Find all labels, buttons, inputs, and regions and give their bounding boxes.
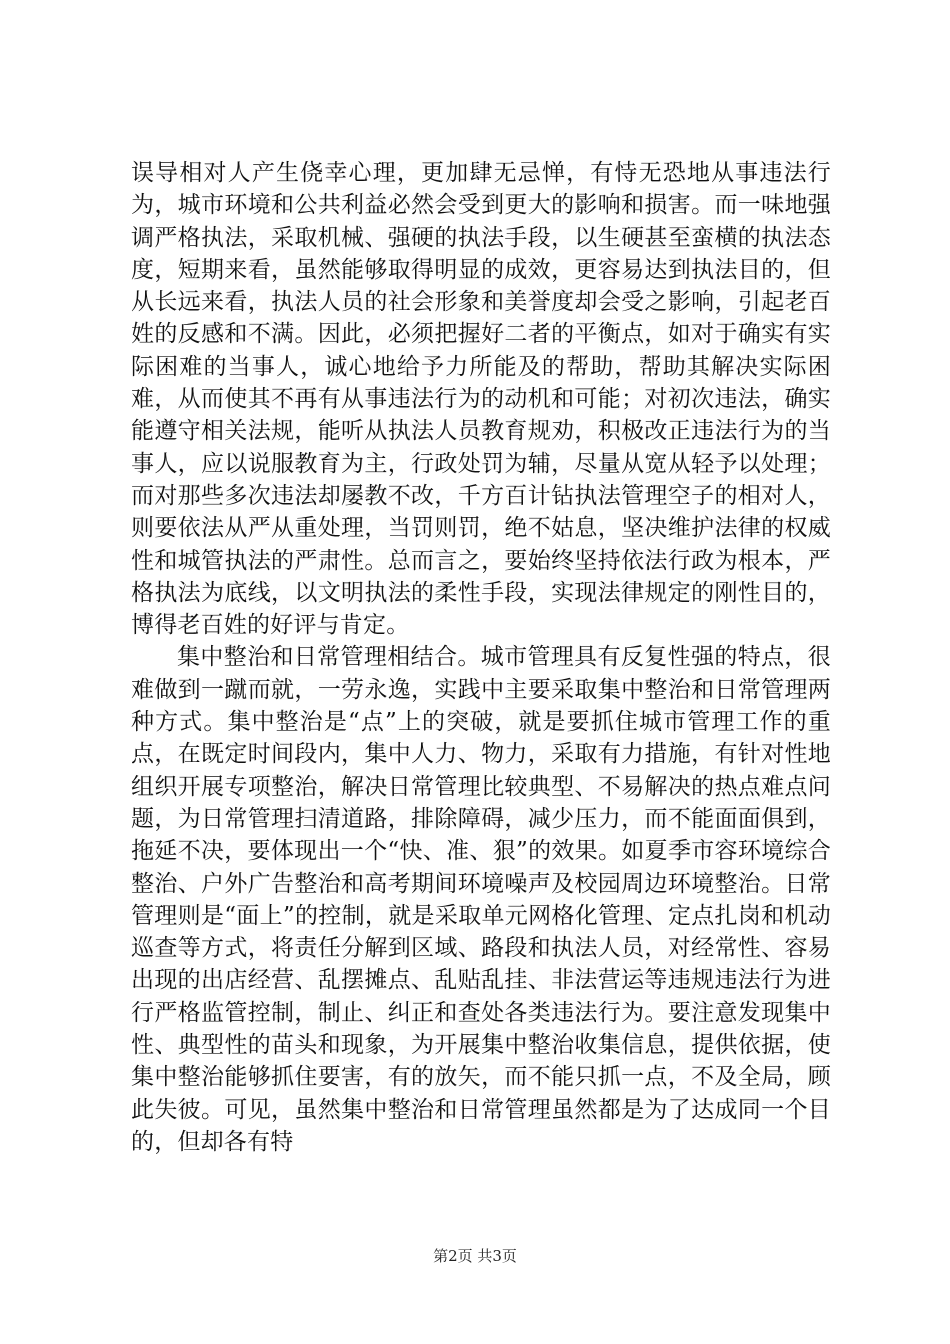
page-number-footer: 第2页 共3页 bbox=[433, 1247, 517, 1265]
paragraph-section: 集中整治和日常管理相结合。城市管理具有反复性强的特点，很难做到一蹴而就，一劳永逸，实践中主要采取集中整治和日常管理两种方式。集中整治是“点”上的突破，就是要抓住城市管理工作的重点，在既定时间段内，集中人力、物力，采取有力措施，有针对性地组织开展专项整治，解决日常管理比较典型、不易解决的热点难点问题，为日常管理扫清道路，排除障碍，减少压力，而不能面面俱到，拖延不决，要体现出一个“快、准、狠”的效果。如夏季市容环境综合整治、户外广告整治和高考期间环境噪声及校园周边环境整治。日常管理则是“面上”的控制，就是采取单元网格化管理、定点扎岗和机动巡查等方式，将责任分解到区域、路段和执法人员，对经常性、容易出现的出店经营、乱摆摊点、乱贴乱挂、非法营运等违规违法行为进行严格监管控制，制止、纠正和查处各类违法行为。要注意发现集中性、典型性的苗头和现象，为开展集中整治收集信息，提供依据，使集中整治能够抓住要害，有的放矢，而不能只抓一点，不及全局，顾此失彼。可见，虽然集中整治和日常管理虽然都是为了达成同一个目的，但却各有特 bbox=[131, 644, 831, 1155]
paragraph-continued: 误导相对人产生侥幸心理，更加肆无忌惮，有恃无恐地从事违法行为，城市环境和公共利益必然会受到更大的影响和损害。而一味地强调严格执法，采取机械、强硬的执法手段，以生硬甚至蛮横的执法态度，短期来看，虽然能够取得明显的成效，更容易达到执法目的，但从长远来看，执法人员的社会形象和美誉度却会受之影响，引起老百姓的反感和不满。因此，必须把握好二者的平衡点，如对于确实有实际困难的当事人，诚心地给予力所能及的帮助，帮助其解决实际困难，从而使其不再有从事违法行为的动机和可能；对初次违法，确实能遵守相关法规，能听从执法人员教育规劝，积极改正违法行为的当事人，应以说服教育为主，行政处罚为辅，尽量从宽从轻予以处理；而对那些多次违法却屡教不改，千方百计钻执法管理空子的相对人，则要依法从严从重处理，当罚则罚，绝不姑息，坚决维护法律的权威性和城管执法的严肃性。总而言之，要始终坚持依法行政为根本，严格执法为底线，以文明执法的柔性手段，实现法律规定的刚性目的，博得老百姓的好评与肯定。 bbox=[131, 160, 831, 639]
document-body bbox=[131, 157, 831, 1158]
